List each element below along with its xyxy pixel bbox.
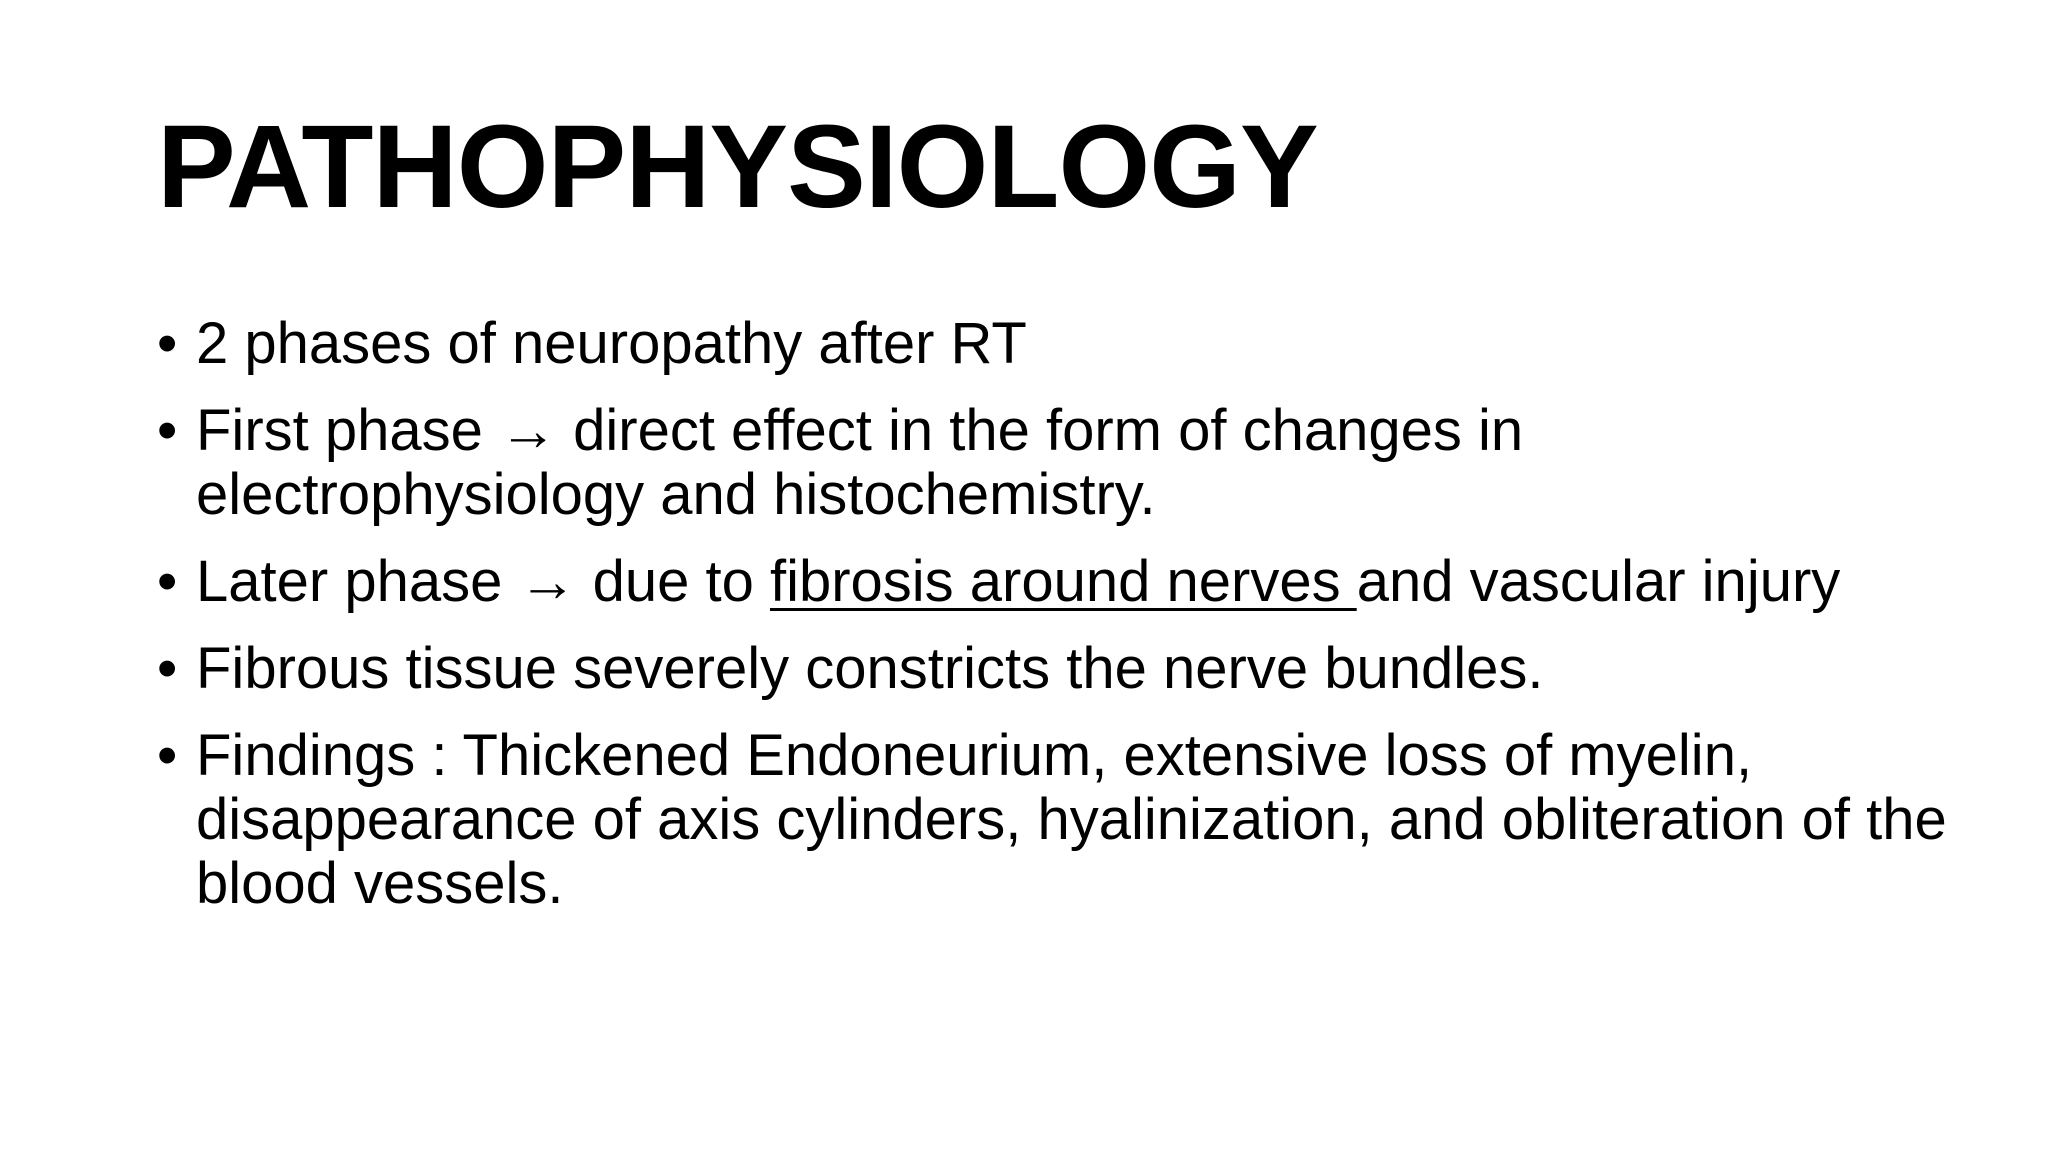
arrow-icon: → [518,549,577,614]
bullet-item [157,312,1957,376]
bullet-text: and vascular injury [1356,549,1841,614]
bullet-dot: • [157,311,178,376]
bullet-dot: • [157,549,178,614]
bullet-item [157,724,1957,916]
slide-title: PATHOPHYSIOLOGY [157,101,1318,233]
underlined-text: fibrosis around nerves [769,549,1357,614]
arrow-icon: → [499,398,557,463]
bullet-text: Fibrous tissue severely constricts the nerve bundles. [196,636,1544,701]
bullet-item [157,399,1957,527]
bullet-item [157,637,1957,701]
bullet-text: Later phase [196,549,519,614]
bullet-text: 2 phases of neuropathy after RT [196,311,1027,376]
bullet-text: direct effect in the form of changes in electrophysiology and histochemistry. [196,398,1524,527]
bullet-dot: • [157,636,178,701]
bullet-dot: • [157,398,178,463]
bullet-item [157,550,1957,614]
bullet-text: First phase [196,398,499,463]
bullet-text: Findings : Thickened Endoneurium, extensive loss of myelin, disappearance of axis cylinders, hyalinization, and obliteration of the blood vessels. [196,723,1947,916]
bullet-dot: • [157,723,178,788]
bullet-list [157,312,1957,939]
bullet-text: due to [576,549,770,614]
